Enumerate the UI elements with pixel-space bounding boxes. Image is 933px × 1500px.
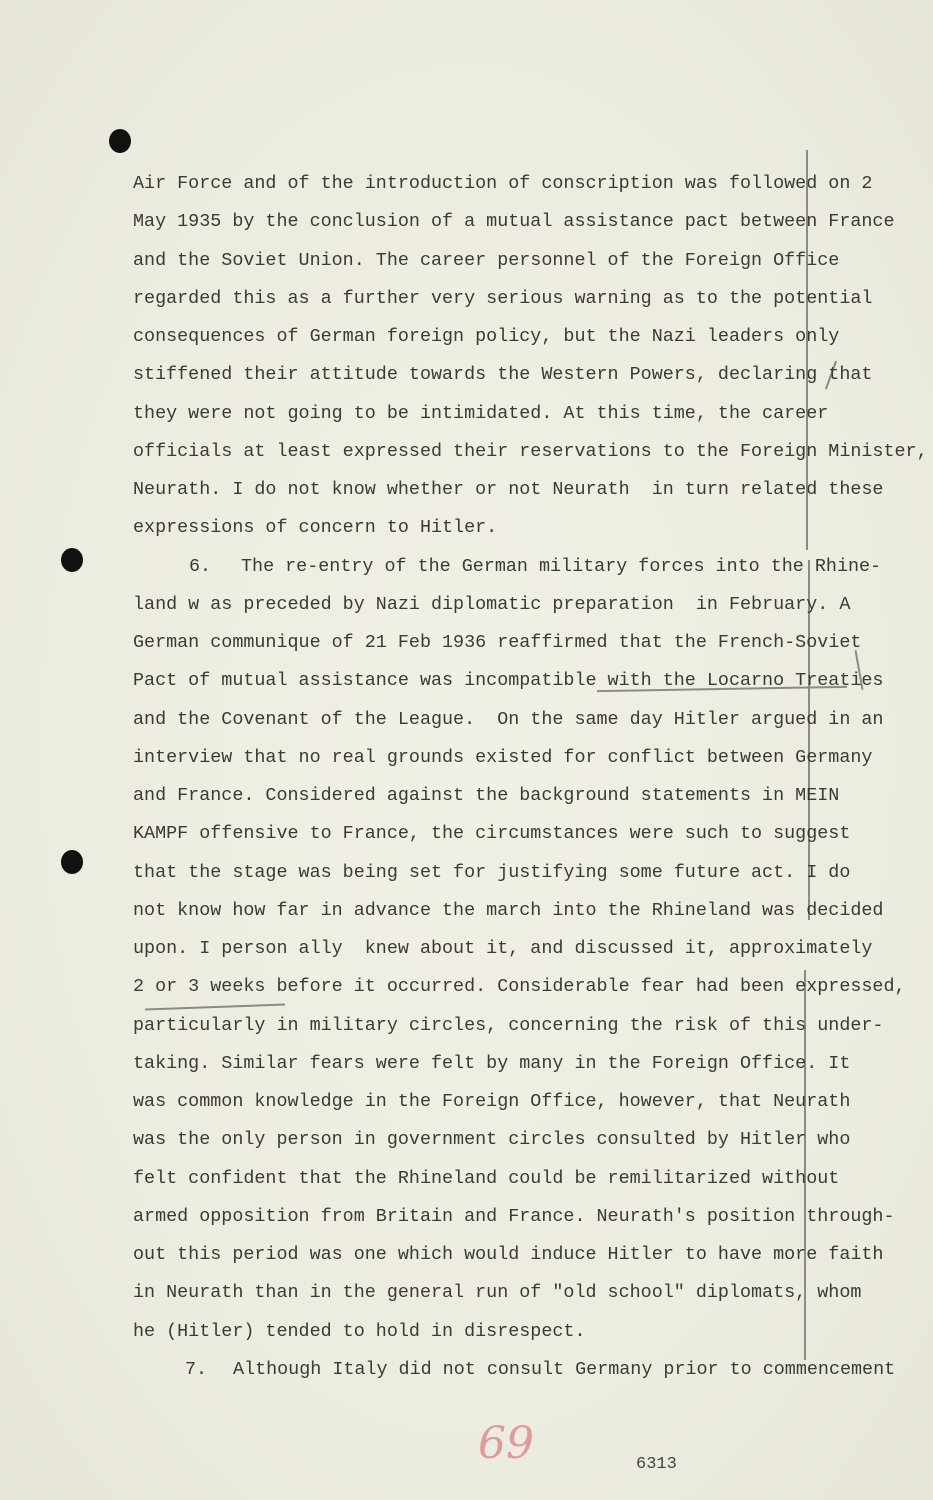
text-line: Air Force and of the introduction of conscription was followed on 2 [133,173,873,194]
text-line: interview that no real grounds existed for conflict between Germany [133,746,873,768]
text-line: he (Hitler) tended to hold in disrespect. [133,1320,586,1342]
text-line: in Neurath than in the general run of "old school" diplomats, whom [133,1282,862,1304]
text-line: 2 or 3 weeks before it occurred. Considerable fear had been expressed, [133,976,906,998]
text-line: felt confident that the Rhineland could be remilitarized without [133,1167,840,1189]
text-line: out this period was one which would induce Hitler to have more faith [133,1244,884,1265]
text-line: German communique of 21 Feb 1936 reaffirmed that the French-Soviet [133,632,862,653]
text-line: KAMPF offensive to France, the circumstances were such to suggest [133,823,851,845]
paragraph-5-continued [133,165,928,548]
text-line: May 1935 by the conclusion of a mutual assistance pact between France [133,211,895,233]
document-body [133,165,928,1389]
text-line: not know how far in advance the march into the Rhineland was decided [133,899,884,921]
text-line: Neurath. I do not know whether or not Neurath in turn related these [133,479,884,500]
text-line [133,1351,896,1389]
text-line: officials at least expressed their reservations to the Foreign Minister, [133,440,928,462]
text-line-content: The re-entry of the German military forces into the Rhine- [241,555,882,577]
punch-hole [109,129,131,153]
paragraph-number: 7. [185,1358,208,1380]
text-line: they were not going to be intimidated. At this time, the career [133,402,829,424]
paragraph-number: 6. [189,555,212,577]
text-line [133,548,882,586]
text-line: particularly in military circles, concerning the risk of this under- [133,1014,884,1036]
punch-hole [61,548,83,572]
paragraph-7 [133,1351,896,1389]
text-line: stiffened their attitude towards the Western Powers, declaring that [133,364,873,386]
text-line: that the stage was being set for justifying some future act. I do [133,861,851,883]
text-line: and France. Considered against the background statements in MEIN [133,785,840,806]
handwritten-page-number: 69 [478,1418,534,1469]
text-line: and the Soviet Union. The career personnel of the Foreign Office [133,249,840,271]
paragraph-6 [133,548,906,1351]
text-line: expressions of concern to Hitler. [133,517,498,539]
text-line: consequences of German foreign policy, but the Nazi leaders only [133,326,840,347]
text-line: and the Covenant of the League. On the same day Hitler argued in an [133,708,884,730]
text-line: regarded this as a further very serious warning as to the potential [133,287,873,309]
text-line: Pact of mutual assistance was incompatible with the Locarno Treaties [133,670,884,692]
text-line: taking. Similar fears were felt by many in the Foreign Office. It [133,1052,851,1074]
text-line: upon. I person ally knew about it, and discussed it, approximately [133,938,873,959]
page-number: 6313 [636,1455,677,1474]
punch-hole [61,850,83,874]
text-line: was the only person in government circles consulted by Hitler who [133,1129,851,1151]
text-line: was common knowledge in the Foreign Office, however, that Neurath [133,1091,851,1112]
text-line: armed opposition from Britain and France. Neurath's position through- [133,1205,895,1227]
text-line-content: Although Italy did not consult Germany prior to commencement [233,1358,896,1380]
text-line: land w as preceded by Nazi diplomatic preparation in February. A [133,593,851,615]
